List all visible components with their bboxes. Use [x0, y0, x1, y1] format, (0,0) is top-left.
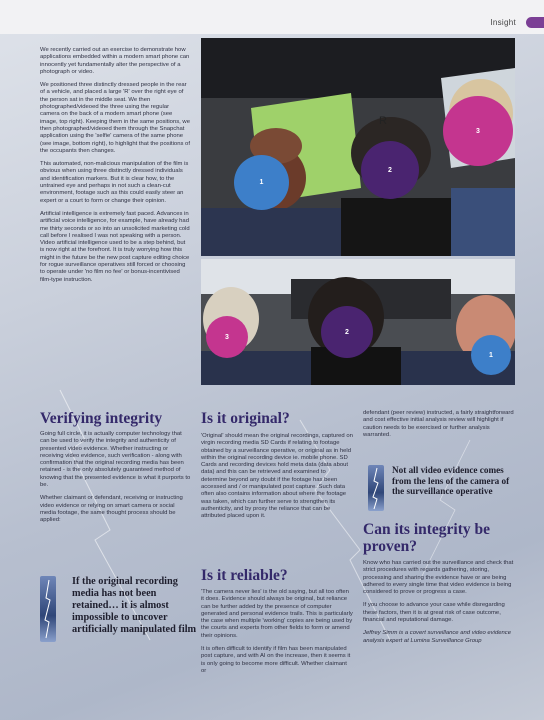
r-marker: R [379, 115, 387, 127]
body-paragraph: Going full circle, it is actually computer technology that can be used to verify the integrity and authenticity of presented video evidence. Whether instructing or receiving video evidence, such verification - along with confirmation that the original recording media has been retained - is the only absolutely guaranteed method of knowing that the presented evidence is what it purports to be. [40, 431, 191, 489]
heading-verifying-integrity: Verifying integrity [40, 410, 163, 427]
heading-is-it-original: Is it original? [201, 410, 290, 427]
face-blur-marker: 2 [361, 141, 419, 199]
pull-quote-text: Not all video evidence comes from the lens of the camera of the surveillance operative [392, 465, 510, 497]
continued-text [363, 410, 515, 445]
photo-selfie-camera [201, 259, 515, 385]
body-paragraph: defendant (peer review) instructed, a fairly straightforward and cost effective initial analysis review will highlight if caution needs to be exercised or further analysis warranted. [363, 410, 514, 438]
face-blur-marker: 3 [443, 96, 513, 166]
pull-quote-text: If the original recording media has not been retained… it is almost impossible to uncover artificially manipulated film [72, 576, 197, 635]
face-blur-marker: 1 [471, 335, 511, 375]
body-paragraph: 'The camera never lies' is the old saying, but all too often it does. Evidence should always be original, but reliance can be further added by the presence of computer generated and personal evidence trails. This is particularly the case when multiple 'working' copies are being used by the courts and experts from other fields to form or amend their opinions. [201, 589, 353, 639]
body-paragraph: If you choose to advance your case while disregarding these factors, then it is at great risk of case outcome, financial and reputational damage. [363, 602, 505, 624]
section-label: Insight [490, 18, 516, 27]
lightning-thumbnail [40, 576, 56, 642]
intro-paragraph: Artificial intelligence is extremely fast paced. Advances in artificial voice intelligence, for example, have already had me thirty seconds or so into an unsolicited marketing cold call before I realised I was not speaking with a person. Video artificial intelligence used to be a step behind, but is now right at the forefront. It is truly worrying how this might in the future be the new post capture editing choice for rogue surveillance operatives still forced or choosing to operate under 'no film no fee' or bonus-incentivised film-type instruction. [40, 210, 190, 283]
intro-paragraph: This automated, non-malicious manipulation of the film is obvious when using three distinctly dressed individuals and identification markers. But it is clear how, to the untrained eye and perhaps in not such a clean-cut environment, footage such as this could easily steer an expert or a court to form or change their opinion. [40, 161, 189, 204]
author-credit: Jeffrey Simm is a covert surveillance and video evidence analysis expert at Lumina Surveillance Group [363, 630, 511, 644]
intro-paragraph: We recently carried out an exercise to demonstrate how applications embedded within a modern smart phone can innocently yet fundamentally alter the perspective of a photograph or video. [40, 47, 190, 75]
face-blur-marker: 3 [206, 316, 248, 358]
body-paragraph: It is often difficult to identify if film has been manipulated post capture, and with AI on the increase, then it seems it is only going to become more difficult. Whether claimant or [201, 646, 351, 674]
body-paragraph: 'Original' should mean the original recordings, captured on virgin recording media SD Cards if relating to footage obtained by a surveillance operative, or original as in held within the original recording device ie. mobile phone. SD Cards and recording devices hold meta data (data about data) and this can be retrieved and examined to determine beyond any doubt if the footage has been accessed and / or manipulated post capture. Such data often also contains information about where the footage was taken, which can further serve to strengthen its authenticity, and by proxy the reliance that can be attributed placed upon it. [201, 433, 353, 520]
face-blur-marker: 2 [321, 306, 373, 358]
verifying-text [40, 431, 192, 531]
intro-column [40, 47, 190, 290]
reliable-text [201, 589, 353, 681]
lightning-thumbnail [368, 465, 384, 511]
proven-text [363, 560, 515, 651]
photo-rear-camera [201, 38, 515, 256]
body-paragraph: Whether claimant or defendant, receiving or instructing video evidence or relying on smart camera or social media footage, the same thought process should be applied: [40, 495, 183, 524]
face-blur-marker: 1 [234, 155, 289, 210]
heading-is-it-reliable: Is it reliable? [201, 567, 288, 584]
pull-quote-1 [40, 576, 200, 642]
intro-paragraph: We positioned three distinctly dressed people in the rear of a vehicle, and placed a large 'R' over the right eye of the person sat in the middle seat. We then photographed/videoed the three using the regular camera on the back of a modern smart phone (see image, top right). Keeping them in the same positions, we then photographed/videoed them through the Snapchat application using the 'selfie' camera of the same phone (see image, bottom right), to highlight that the positions of the occupants then changes. [40, 82, 190, 154]
pull-quote-2 [368, 465, 518, 511]
page-header [0, 0, 544, 34]
original-text [201, 433, 353, 527]
body-paragraph: Know who has carried out the surveillance and check that strict procedures with regards gathering, storing, processing and sharing the evidence have or are being adhered to every single time that video evidence is being considered to prove or progress a case. [363, 560, 514, 596]
heading-can-integrity-be-proven: Can its integrity be proven? [363, 521, 491, 555]
section-tab-marker [526, 17, 544, 28]
